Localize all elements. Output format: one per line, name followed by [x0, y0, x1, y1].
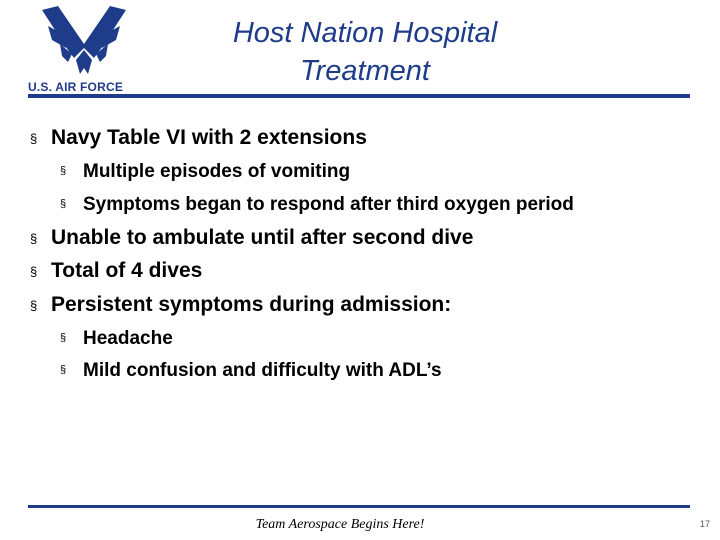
bullet-marker: §	[60, 364, 67, 376]
bullet-text: Navy Table VI with 2 extensions	[51, 126, 367, 149]
bullet-item	[30, 293, 452, 317]
sub-bullet-text: Headache	[83, 328, 173, 349]
bullet-marker: §	[30, 131, 38, 146]
sub-bullet-text: Symptoms began to respond after third oxygen period	[83, 194, 574, 215]
bullet-marker: §	[30, 231, 38, 246]
logo-wordmark: U.S. AIR FORCE	[28, 80, 124, 94]
bullet-marker: §	[60, 198, 67, 210]
footer-divider	[28, 505, 690, 508]
slide-title	[175, 14, 555, 90]
sub-bullet-item	[60, 360, 442, 382]
sub-bullet-text: Mild confusion and difficulty with ADL’s	[83, 360, 442, 381]
bullet-text: Persistent symptoms during admission:	[51, 293, 452, 316]
title-line-2: Treatment	[299, 55, 430, 87]
bullet-text: Unable to ambulate until after second dive	[51, 226, 474, 249]
bullet-item	[30, 126, 367, 150]
bullet-item	[30, 259, 203, 283]
sub-bullet-item	[60, 328, 173, 350]
bullet-marker: §	[30, 264, 38, 279]
bullet-item	[30, 226, 474, 250]
sub-bullet-text: Multiple episodes of vomiting	[83, 161, 351, 182]
air-force-logo	[28, 4, 140, 94]
title-line-1: Host Nation Hospital	[232, 17, 498, 49]
air-force-emblem-icon	[40, 4, 128, 76]
bullet-marker: §	[60, 165, 67, 177]
header-divider	[28, 94, 690, 98]
bullet-marker: §	[60, 332, 67, 344]
footer-slogan: Team Aerospace Begins Here!	[255, 517, 425, 532]
page-number: 17	[699, 519, 710, 529]
sub-bullet-item	[60, 161, 351, 183]
bullet-marker: §	[30, 298, 38, 313]
sub-bullet-item	[60, 194, 574, 216]
bullet-text: Total of 4 dives	[51, 259, 203, 282]
